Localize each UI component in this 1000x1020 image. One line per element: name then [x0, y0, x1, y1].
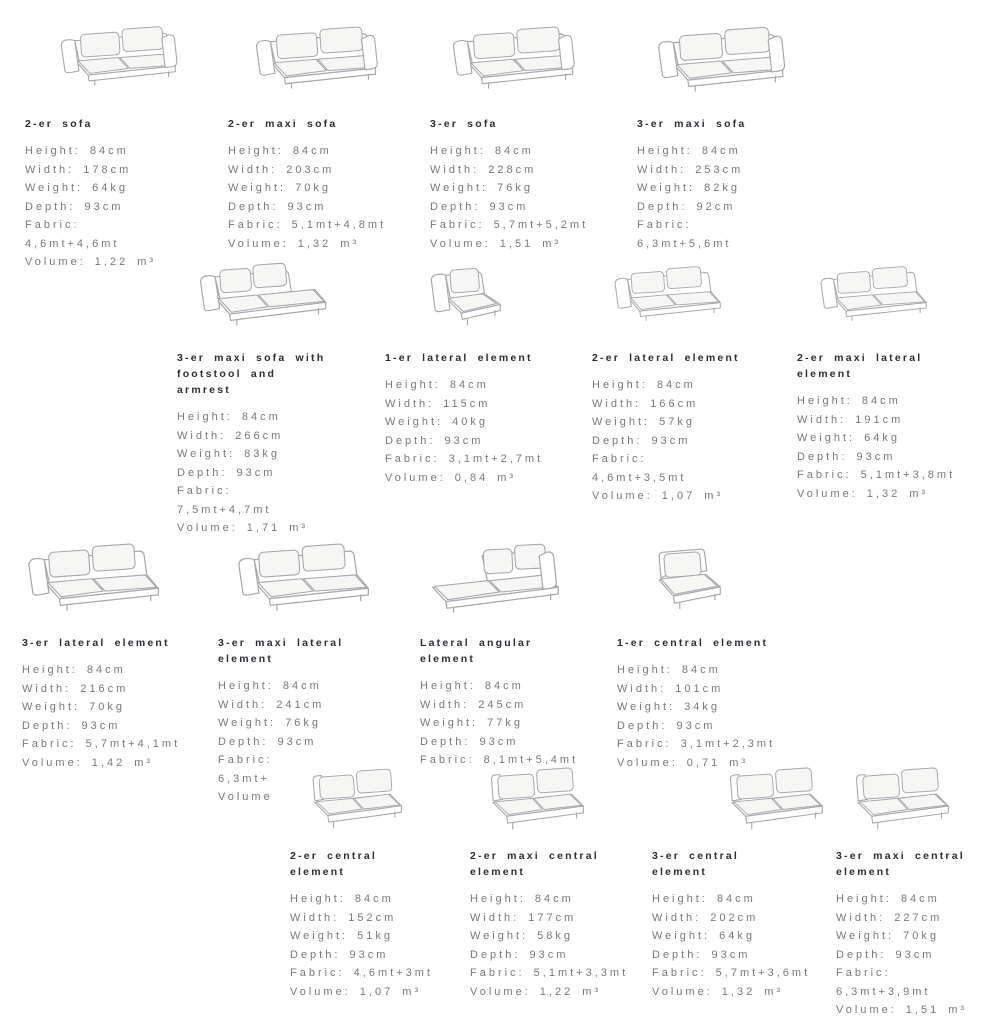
- product-title: 3-er lateral element: [22, 637, 170, 649]
- spec-lines: [290, 890, 433, 1001]
- product-title: 3-er maxi sofa: [637, 118, 747, 130]
- spec-line: Width: 101cm: [617, 682, 724, 695]
- spec-line: Weight: 64kg: [797, 432, 901, 444]
- spec-line: Depth: 93cm: [470, 948, 569, 961]
- spec-line: Volume: 1,07 m³: [592, 490, 724, 502]
- spec-line: Width: 152cm: [290, 911, 397, 924]
- spec-block-1er-lateral: [385, 350, 585, 487]
- spec-line: Fabric:: [637, 219, 692, 231]
- spec-line: Weight: 40kg: [385, 416, 489, 428]
- spec-line: Weight: 83kg: [177, 448, 281, 460]
- spec-lines: [470, 890, 629, 1001]
- product-title: 2-er sofa: [25, 118, 93, 130]
- spec-line: Width: 166cm: [592, 397, 699, 410]
- spec-line: Width: 203cm: [228, 163, 335, 176]
- spec-line: Fabric:: [592, 453, 647, 465]
- spec-line: Weight: 64kg: [25, 182, 129, 194]
- illustration-3er-maxi-central-element: [848, 760, 950, 836]
- spec-line: Volume: 1,32 m³: [228, 237, 360, 250]
- spec-line: Height: 84cm: [290, 893, 394, 905]
- spec-line: 6,3mt+: [218, 772, 270, 785]
- spec-lines: [836, 890, 986, 1020]
- spec-line: Volume: 1,51 m³: [836, 1004, 968, 1016]
- spec-block-3er-lateral: [22, 635, 222, 772]
- spec-block-2er-lateral: [592, 350, 792, 506]
- spec-line: Fabric: 5,1mt+4,8mt: [228, 219, 387, 231]
- spec-block-3er-maxi-sofa: [637, 116, 837, 253]
- spec-line: Weight: 57kg: [592, 416, 696, 428]
- spec-block-3er-maxi-footstool: [177, 350, 339, 538]
- illustration-3er-sofa: [450, 18, 590, 90]
- spec-line: Weight: 58kg: [470, 930, 574, 942]
- product-title: 1-er central element: [617, 637, 769, 649]
- illustration-3er-maxi-sofa: [655, 18, 801, 93]
- spec-line: Depth: 93cm: [25, 200, 124, 213]
- illustration-2er-maxi-lateral-element: [818, 255, 934, 327]
- spec-line: Width: 115cm: [385, 397, 491, 410]
- spec-line: Height: 84cm: [637, 145, 741, 157]
- spec-line: Volume: 1,71 m³: [177, 522, 309, 534]
- spec-lines: [420, 677, 579, 770]
- spec-line: Width: 191cm: [797, 413, 904, 426]
- product-title: 2-er maxi central element: [470, 850, 599, 878]
- illustration-1er-lateral-element: [426, 255, 510, 330]
- spec-lines: [385, 376, 585, 487]
- illustration-2er-central-element: [305, 760, 403, 836]
- spec-line: Depth: 93cm: [218, 735, 317, 748]
- spec-line: Width: 227cm: [836, 911, 943, 924]
- product-title: 1-er lateral element: [385, 352, 533, 364]
- spec-block-2er-sofa: [25, 116, 225, 272]
- spec-line: Depth: 93cm: [177, 466, 276, 479]
- spec-line: Volume: 1,22 m³: [25, 256, 157, 268]
- spec-line: Depth: 93cm: [385, 434, 484, 447]
- spec-line: Width: 178cm: [25, 163, 132, 176]
- illustration-3er-maxi-footstool-sofa: [197, 252, 333, 329]
- spec-line: Width: 266cm: [177, 429, 284, 442]
- spec-line: Volume: 1,32 m³: [652, 985, 784, 998]
- spec-lines: [430, 142, 630, 253]
- spec-line: Fabric:: [836, 967, 891, 979]
- spec-block-lateral-angular: [420, 635, 579, 770]
- spec-line: Height: 84cm: [797, 395, 901, 407]
- spec-line: Weight: 76kg: [218, 717, 322, 729]
- spec-line: Fabric: 5,1mt+3,3mt: [470, 967, 629, 979]
- spec-line: Weight: 82kg: [637, 182, 741, 194]
- spec-lines: [592, 376, 792, 506]
- product-title: 3-er sofa: [430, 118, 498, 130]
- spec-line: Volume: 0,84 m³: [385, 471, 517, 484]
- illustration-2er-sofa: [58, 18, 192, 87]
- spec-line: Height: 84cm: [420, 680, 524, 692]
- spec-line: Volume: 1,22 m³: [470, 985, 602, 998]
- spec-line: Weight: 34kg: [617, 701, 721, 713]
- spec-line: Weight: 77kg: [420, 717, 524, 729]
- spec-line: Height: 84cm: [470, 893, 574, 905]
- spec-line: Fabric: 5,7mt+4,1mt: [22, 738, 181, 750]
- spec-line: Width: 216cm: [22, 682, 129, 695]
- spec-line: Width: 241cm: [218, 698, 325, 711]
- spec-line: Depth: 93cm: [592, 434, 691, 447]
- product-title: 2-er lateral element: [592, 352, 740, 364]
- spec-line: Fabric: 3,1mt+2,7mt: [385, 453, 544, 465]
- spec-block-2er-maxi-central: [470, 848, 629, 1001]
- spec-line: Fabric:: [177, 485, 232, 497]
- spec-line: Width: 177cm: [470, 911, 577, 924]
- illustration-3er-central-element: [722, 760, 824, 836]
- spec-line: Weight: 64kg: [652, 930, 756, 942]
- spec-line: 7,5mt+4,7mt: [177, 503, 272, 516]
- illustration-2er-lateral-element: [612, 255, 728, 327]
- spec-line: Volume: 1,51 m³: [430, 237, 562, 250]
- spec-line: Depth: 93cm: [430, 200, 529, 213]
- spec-line: Fabric: 5,7mt+3,6mt: [652, 967, 811, 979]
- spec-line: Width: 202cm: [652, 911, 759, 924]
- illustration-lateral-angular-element: [423, 535, 566, 613]
- spec-line: 6,3mt+3,9mt: [836, 985, 931, 998]
- product-title: 3-er maxi central element: [836, 850, 965, 878]
- spec-line: Volume: 1,07 m³: [290, 985, 422, 998]
- spec-line: Height: 84cm: [177, 411, 281, 423]
- spec-line: Volume: 1,42 m³: [22, 756, 154, 769]
- product-title: 3-er maxi lateral element: [218, 637, 344, 665]
- spec-line: Weight: 51kg: [290, 930, 394, 942]
- spec-line: Weight: 70kg: [228, 182, 332, 194]
- illustration-3er-maxi-lateral-element: [235, 535, 378, 613]
- spec-line: Fabric: 5,1mt+3,8mt: [797, 469, 956, 481]
- product-title: 2-er maxi sofa: [228, 118, 338, 130]
- spec-line: Height: 84cm: [430, 145, 534, 157]
- illustration-2er-maxi-sofa: [253, 18, 393, 90]
- spec-line: Volume: 1,32 m³: [797, 487, 929, 500]
- spec-line: Weight: 76kg: [430, 182, 534, 194]
- spec-line: Depth: 93cm: [836, 948, 935, 961]
- spec-line: Depth: 93cm: [652, 948, 751, 961]
- spec-line: Fabric:: [25, 219, 80, 231]
- spec-lines: [177, 408, 339, 538]
- spec-line: Fabric: 4,6mt+3mt: [290, 967, 433, 979]
- product-title: 2-er central element: [290, 850, 378, 878]
- spec-line: Weight: 70kg: [22, 701, 126, 713]
- spec-line: Width: 245cm: [420, 698, 527, 711]
- spec-line: Height: 84cm: [218, 680, 322, 692]
- spec-line: Fabric: 3,1mt+2,3mt: [617, 738, 776, 750]
- product-title: 3-er central element: [652, 850, 740, 878]
- spec-block-3er-central: [652, 848, 811, 1001]
- spec-line: Fabric: 8,1mt+5,4mt: [420, 754, 579, 766]
- spec-lines: [652, 890, 811, 1001]
- spec-line: Width: 253cm: [637, 163, 744, 176]
- illustration-1er-central-element: [645, 542, 729, 614]
- spec-lines: [25, 142, 225, 272]
- spec-line: Depth: 93cm: [228, 200, 327, 213]
- spec-line: Fabric:: [218, 754, 273, 766]
- spec-lines: [22, 661, 222, 772]
- spec-line: Depth: 93cm: [290, 948, 389, 961]
- spec-block-3er-maxi-central: [836, 848, 986, 1020]
- spec-block-1er-central: [617, 635, 817, 772]
- product-title: 3-er maxi sofa with footstool and armrest: [177, 352, 326, 396]
- illustration-2er-maxi-central-element: [483, 760, 585, 836]
- product-title: Lateral angular element: [420, 637, 533, 665]
- spec-lines: [797, 392, 956, 503]
- spec-line: Width: 228cm: [430, 163, 537, 176]
- spec-line: Depth: 92cm: [637, 200, 736, 213]
- spec-line: Height: 84cm: [22, 664, 126, 676]
- spec-line: Height: 84cm: [836, 893, 940, 905]
- spec-line: Height: 84cm: [592, 379, 696, 391]
- spec-line: Depth: 93cm: [797, 450, 896, 463]
- spec-line: Volume: [218, 791, 273, 803]
- spec-lines: [228, 142, 428, 253]
- spec-lines: [617, 661, 817, 772]
- spec-line: 4,6mt+3,5mt: [592, 471, 687, 484]
- spec-block-3er-sofa: [430, 116, 630, 253]
- spec-block-2er-maxi-lateral: [797, 350, 956, 503]
- spec-line: Depth: 93cm: [22, 719, 121, 732]
- illustration-3er-lateral-element: [25, 535, 168, 613]
- spec-line: Height: 84cm: [25, 145, 129, 157]
- product-title: 2-er maxi lateral element: [797, 352, 923, 380]
- spec-line: 6,3mt+5,6mt: [637, 237, 732, 250]
- spec-line: Height: 84cm: [385, 379, 489, 391]
- spec-line: 4,6mt+4,6mt: [25, 237, 120, 250]
- spec-line: Depth: 93cm: [617, 719, 716, 732]
- spec-line: Height: 84cm: [617, 664, 721, 676]
- spec-lines: [637, 142, 837, 253]
- spec-line: Height: 84cm: [652, 893, 756, 905]
- spec-line: Weight: 70kg: [836, 930, 940, 942]
- spec-line: Depth: 93cm: [420, 735, 519, 748]
- spec-line: Fabric: 5,7mt+5,2mt: [430, 219, 589, 231]
- spec-line: Height: 84cm: [228, 145, 332, 157]
- spec-block-2er-central: [290, 848, 433, 1001]
- spec-block-2er-maxi-sofa: [228, 116, 428, 253]
- spec-line: Volume: 0,71 m³: [617, 756, 749, 769]
